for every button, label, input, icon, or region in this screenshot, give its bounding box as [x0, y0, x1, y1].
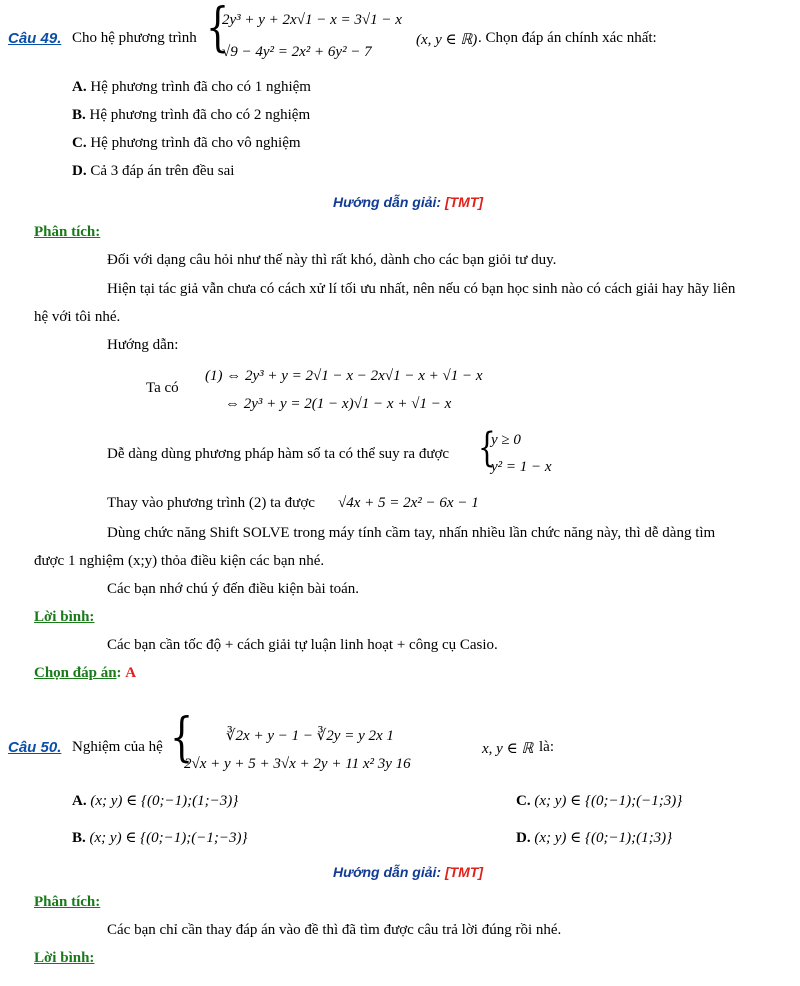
domain-note: x, y ∈ ℝ — [482, 741, 534, 757]
option-key: D. — [516, 830, 531, 846]
analysis-label: Phân tích: — [34, 224, 101, 240]
analysis-paragraph-1: Các bạn chỉ cần thay đáp án vào đề thì đã tìm được câu trả lời đúng rồi nhé. — [107, 922, 562, 938]
analysis-label: Phân tích: — [34, 894, 101, 910]
question-49-intro: Cho hệ phương trình — [72, 30, 197, 46]
answer-colon: : — [116, 665, 122, 681]
option-b — [72, 828, 248, 847]
substitute-equation: √4x + 5 = 2x² − 6x − 1 — [338, 495, 479, 511]
option-text: Hệ phương trình đã cho vô nghiệm — [90, 135, 301, 151]
question-prompt: . Chọn đáp án chính xác nhất: — [478, 30, 657, 46]
answer-value: A — [125, 665, 137, 681]
condition-2: y² = 1 − x — [491, 459, 552, 475]
author-tag: [TMT] — [444, 194, 484, 210]
step-2: ⇔ 2y³ + y = 2(1 − x)√1 − x + √1 − x — [225, 396, 452, 412]
option-d — [72, 163, 234, 180]
solution-heading — [333, 864, 483, 880]
option-a — [72, 79, 311, 96]
substitute-text: Thay vào phương trình (2) ta được — [107, 495, 315, 511]
question-prompt: là: — [539, 739, 554, 755]
solve-text: Dùng chức năng Shift SOLVE trong máy tính cầm tay, nhấn nhiều lần chức năng này, thì dễ dàng tìm — [107, 525, 716, 541]
option-a — [72, 791, 238, 810]
option-c — [516, 791, 682, 810]
function-method-text: Dễ dàng dùng phương pháp hàm số ta có thể suy ra được — [107, 446, 450, 462]
question-50-intro: Nghiệm của hệ — [72, 739, 163, 755]
ta-co-label: Ta có — [146, 380, 179, 396]
equation-2: 2√x + y + 5 + 3√x + 2y + 11 x² 3y 16 — [184, 756, 411, 772]
system-brace: { — [170, 708, 194, 768]
equation-1: ∛2x + y − 1 − ∛2y = y 2x 1 — [226, 728, 394, 744]
option-key: A. — [72, 793, 87, 809]
author-tag: [TMT] — [444, 864, 484, 880]
domain-note: (x, y ∈ ℝ) — [416, 32, 478, 48]
condition-reminder: Các bạn nhớ chú ý đến điều kiện bài toán. — [107, 581, 360, 597]
option-d — [516, 828, 672, 847]
answer-line — [34, 665, 136, 682]
question-49-label: Câu 49. — [8, 30, 62, 47]
option-key: B. — [72, 107, 86, 123]
solution-title: Hướng dẫn giải: — [333, 194, 442, 210]
solution-title: Hướng dẫn giải: — [333, 864, 442, 880]
step-1: (1) ⇔ 2y³ + y = 2√1 − x − 2x√1 − x + √1 − x — [205, 368, 483, 384]
option-text: Hệ phương trình đã cho có 1 nghiệm — [90, 79, 311, 95]
guide-label: Hướng dẫn: — [107, 337, 179, 353]
option-key: C. — [72, 135, 87, 151]
solution-heading — [333, 194, 483, 210]
option-text: (x; y) ∈ {(0;−1);(1;−3)} — [90, 793, 239, 809]
option-text: (x; y) ∈ {(0;−1);(−1;−3)} — [89, 830, 248, 846]
analysis-paragraph-2: Hiện tại tác giả vẫn chưa có cách xử lí tối ưu nhất, nên nếu có bạn học sinh nào có cách giải hay hãy liên — [107, 281, 736, 297]
solve-text-cont: được 1 nghiệm (x;y) thỏa điều kiện các bạn nhé. — [34, 553, 325, 569]
option-key: D. — [72, 163, 87, 179]
comment-label: Lời bình: — [34, 950, 95, 966]
option-key: C. — [516, 793, 531, 809]
comment-label: Lời bình: — [34, 609, 95, 625]
option-key: A. — [72, 79, 87, 95]
answer-label: Chọn đáp án — [34, 665, 117, 681]
system-brace: { — [206, 0, 230, 58]
analysis-paragraph-1: Đối với dạng câu hỏi như thế này thì rất khó, dành cho các bạn giỏi tư duy. — [107, 252, 557, 268]
comment-text: Các bạn cần tốc độ + cách giải tự luận linh hoạt + công cụ Casio. — [107, 637, 498, 653]
option-text: (x; y) ∈ {(0;−1);(1;3)} — [534, 830, 673, 846]
option-text: (x; y) ∈ {(0;−1);(−1;3)} — [534, 793, 683, 809]
option-c — [72, 135, 301, 152]
equation-1: 2y³ + y + 2x√1 − x = 3√1 − x — [222, 12, 402, 28]
option-text: Cả 3 đáp án trên đều sai — [90, 163, 235, 179]
option-key: B. — [72, 830, 86, 846]
option-text: Hệ phương trình đã cho có 2 nghiệm — [89, 107, 311, 123]
condition-brace: { — [478, 425, 496, 471]
question-50-label: Câu 50. — [8, 739, 62, 756]
analysis-paragraph-2-cont: hệ với tôi nhé. — [34, 309, 121, 325]
condition-1: y ≥ 0 — [491, 432, 521, 448]
equation-2: √9 − 4y² = 2x² + 6y² − 7 — [222, 44, 372, 60]
option-b — [72, 107, 310, 124]
